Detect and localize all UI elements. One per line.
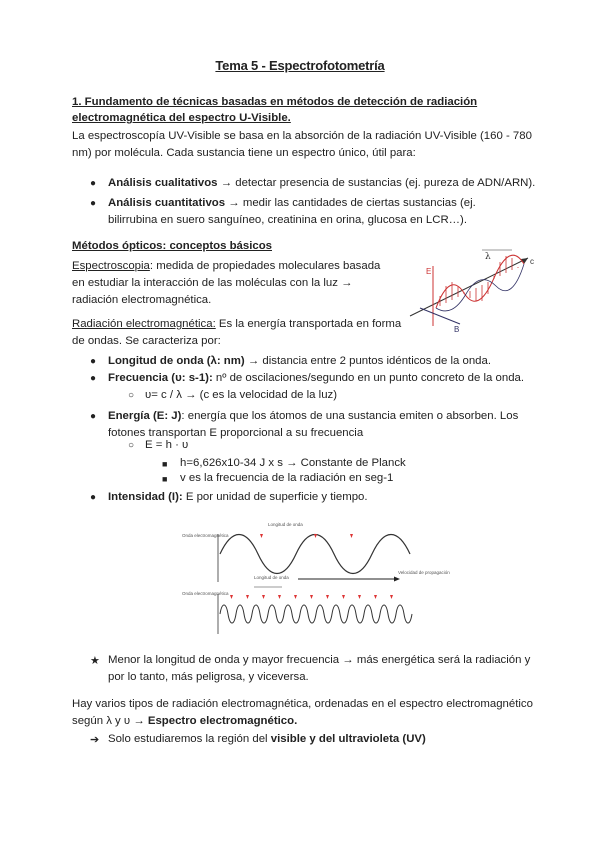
em-wave-diagram xyxy=(400,246,538,336)
arrow-bullet-icon: ➔ xyxy=(90,734,100,746)
wave-label-top-mid: Longitud de onda xyxy=(268,522,303,527)
wave-label-top-left: Onda electromagnética xyxy=(182,533,229,538)
closing-arrow-item: Solo estudiaremos la región del visible y del ultravioleta (UV) xyxy=(108,733,426,745)
bullet-icon: ● xyxy=(90,373,97,384)
bullet-icon: ● xyxy=(90,356,97,367)
c-label: c xyxy=(530,257,534,266)
radiacion-paragraph: Radiación electromagnética: Es la energía transportada en forma de ondas. Se caracteriza por: xyxy=(72,318,402,347)
wave-label-mid-left: Longitud de onda xyxy=(254,575,289,580)
item-intensity: Intensidad (I): E por unidad de superficie y tiempo. xyxy=(108,491,368,503)
bullet-icon: ● xyxy=(90,492,97,503)
subitem-frequency-formula: υ= c / λ → (c es la velocidad de la luz) xyxy=(145,389,338,401)
subsubitem-planck: h=6,626x10-34 J x s → Constante de Planck xyxy=(180,457,406,469)
square-bullet-icon: ■ xyxy=(162,474,168,484)
section-1-intro: La espectroscopía UV-Visible se basa en la absorción de la radiación UV-Visible (160 - 780 nm) por molécula. Cada sustancia tiene un espectro único, útil para: xyxy=(72,130,532,159)
e-label: E xyxy=(426,267,432,276)
subitem-energy-formula: E = h · υ xyxy=(145,439,189,451)
star-icon: ★ xyxy=(90,655,100,667)
bullet-qualitative: Análisis cualitativos → detectar presencia de sustancias (ej. pureza de ADN/ARN). xyxy=(108,177,536,189)
lambda-label: λ xyxy=(485,252,491,262)
section-1-heading: 1. Fundamento de técnicas basadas en métodos de detección de radiación electromagnética del espectro U-Visible. xyxy=(72,96,478,124)
bullet-quantitative: Análisis cuantitativos → medir las cantidades de ciertas sustancias (ej. bilirrubina en suero sanguíneo, creatinina en orina, glucosa en LCR…). xyxy=(108,197,476,226)
circle-bullet-icon: ○ xyxy=(128,390,135,401)
closing-paragraph: Hay varios tipos de radiación electromagnética, ordenadas en el espectro electromagnético según λ y υ → Espectro electromagnético. xyxy=(72,698,533,727)
wave-label-bottom-left: Onda electromagnética xyxy=(182,591,229,596)
wave-comparison-figure xyxy=(180,522,450,638)
item-wavelength: Longitud de onda (λ: nm) → distancia entre 2 puntos idénticos de la onda. xyxy=(108,355,491,367)
bullet-icon: ● xyxy=(90,411,97,422)
square-bullet-icon: ■ xyxy=(162,459,168,469)
espectroscopia-paragraph: Espectroscopia: medida de propiedades moleculares basada en estudiar la interacción de las moléculas con la luz → radiación electromagnética. xyxy=(72,260,381,306)
bullet-icon: ● xyxy=(90,178,97,189)
b-label: B xyxy=(454,325,460,334)
circle-bullet-icon: ○ xyxy=(128,440,135,451)
subsubitem-frequency: v es la frecuencia de la radiación en seg-1 xyxy=(180,472,394,484)
wave-label-mid-right: Velocidad de propagación xyxy=(398,570,450,575)
page-title: Tema 5 - Espectrofotometría xyxy=(215,58,385,73)
item-frequency: Frecuencia (υ: s-1): nº de oscilaciones/segundo en un punto concreto de la onda. xyxy=(108,372,525,384)
bullet-icon: ● xyxy=(90,198,97,209)
star-note: Menor la longitud de onda y mayor frecuencia → más energética será la radiación y por lo tanto, más peligrosa, y viceversa. xyxy=(108,654,531,683)
section-2-heading: Métodos ópticos: conceptos básicos xyxy=(72,240,272,252)
item-energy: Energía (E: J): energía que los átomos de una sustancia emiten o absorben. Los fotones transportan E proporcional a su frecuencia xyxy=(108,410,519,439)
